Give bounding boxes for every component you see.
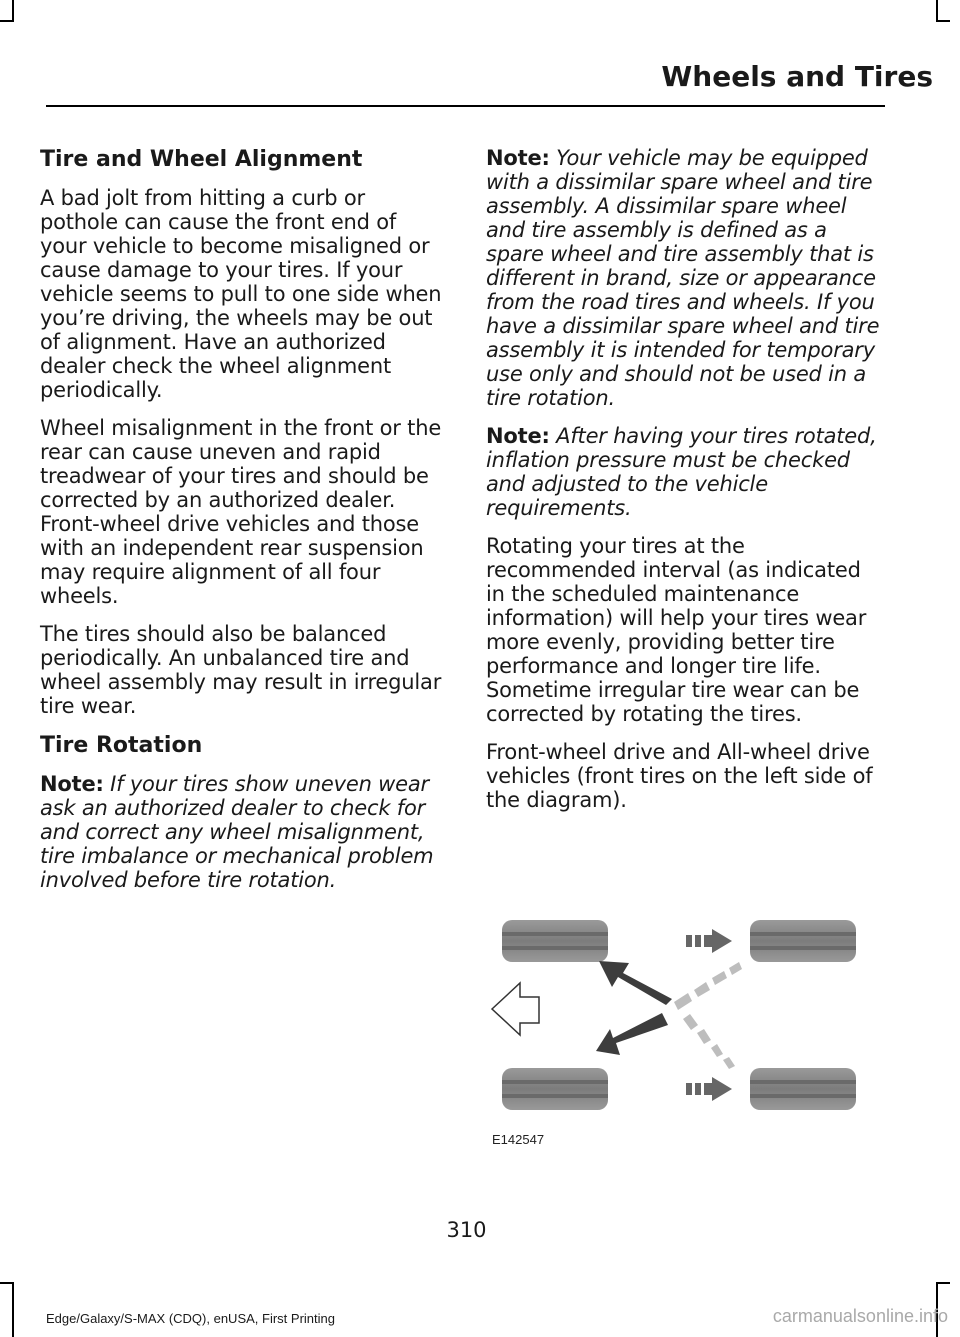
rotation-heading: Tire Rotation: [40, 733, 203, 758]
rotation-note: [40, 772, 444, 892]
crop-mark-bottom-left-h: [0, 1282, 14, 1284]
note-label: Note:: [40, 772, 104, 796]
edition-footer: Edge/Galaxy/S-MAX (CDQ), enUSA, First Printing: [46, 1311, 335, 1326]
alignment-paragraph-1: A bad jolt from hitting a curb or pothole can cause the front end of your vehicle to become misaligned or cause damage to your tires. If your vehicle seems to pull to one side when you’re driving, the wheels may be out of alignment. Have an authorized dealer check the wheel alignment periodically.: [40, 186, 442, 402]
note-text: If your tires show uneven wear ask an authorized dealer to check for and correct any wheel misalignment, tire imbalance or mechanical problem involved before tire rotation.: [40, 772, 434, 892]
rear-to-front-cross-arrow-up-icon: [599, 961, 672, 1005]
note-label: Note:: [486, 424, 550, 448]
tire-front-left-icon: [502, 920, 608, 962]
note-text: Your vehicle may be equipped with a dissimilar spare wheel and tire assembly. A dissimilar spare wheel and tire assembly is defined as a spare wheel and tire assembly that is different in brand, size or appearance from the road tires and wheels. If you have a dissimilar spare wheel and tire assembly it is intended for temporary use only and should not be used in a tire rotation.: [486, 146, 880, 410]
tire-rotation-diagram: [486, 905, 860, 1157]
tire-rotation-svg: [486, 905, 860, 1157]
header-rule: [46, 105, 885, 107]
front-to-rear-arrow-bottom-icon: [686, 1077, 732, 1101]
crop-mark-bottom-right-h: [936, 1282, 950, 1284]
rotation-paragraph-1: Rotating your tires at the recommended interval (as indicated in the scheduled maintenance information) will help your tires wear more evenly, providing better tire performance and longer tire life. Sometime irregular tire wear can be corrected by rotating the tires.: [486, 534, 867, 726]
rear-to-front-cross-arrow-down-icon: [596, 1013, 668, 1055]
rotation-paragraph-2: Front-wheel drive and All-wheel drive vehicles (front tires on the left side of the diagram).: [486, 740, 873, 812]
forward-direction-arrow-icon: [492, 983, 539, 1035]
crop-mark-top-left-h: [0, 20, 14, 22]
alignment-paragraph-2: Wheel misalignment in the front or the rear can cause uneven and rapid treadwear of your tires and should be corrected by an authorized dealer. Front-wheel drive vehicles and those with an independent rear suspension may require alignment of all four wheels.: [40, 416, 442, 608]
alignment-paragraph-3: The tires should also be balanced periodically. An unbalanced tire and wheel assembly may result in irregular tire wear.: [40, 622, 442, 718]
left-column: [40, 146, 444, 906]
tire-rear-right-icon: [750, 1068, 856, 1110]
inflation-pressure-note: [486, 424, 881, 520]
tire-rear-left-icon: [750, 920, 856, 962]
figure-code: E142547: [492, 1132, 545, 1147]
watermark: carmanualsonline.info: [772, 1306, 948, 1326]
crop-mark-top-left-v: [12, 0, 14, 22]
note-text: After having your tires rotated, inflation pressure must be checked and adjusted to the vehicle requirements.: [486, 424, 877, 520]
page-number: 310: [446, 1218, 487, 1242]
dashed-cross-path-icon: [674, 962, 742, 1069]
crop-mark-bottom-left-v: [12, 1282, 14, 1337]
alignment-heading: Tire and Wheel Alignment: [40, 147, 363, 172]
front-to-rear-arrow-top-icon: [686, 929, 732, 953]
tire-front-right-icon: [502, 1068, 608, 1110]
right-column: [486, 146, 881, 826]
page-header-title: Wheels and Tires: [661, 60, 933, 93]
crop-mark-top-right-h: [936, 20, 950, 22]
note-label: Note:: [486, 146, 550, 170]
crop-mark-top-right-v: [936, 0, 938, 22]
dissimilar-spare-note: [486, 146, 881, 410]
